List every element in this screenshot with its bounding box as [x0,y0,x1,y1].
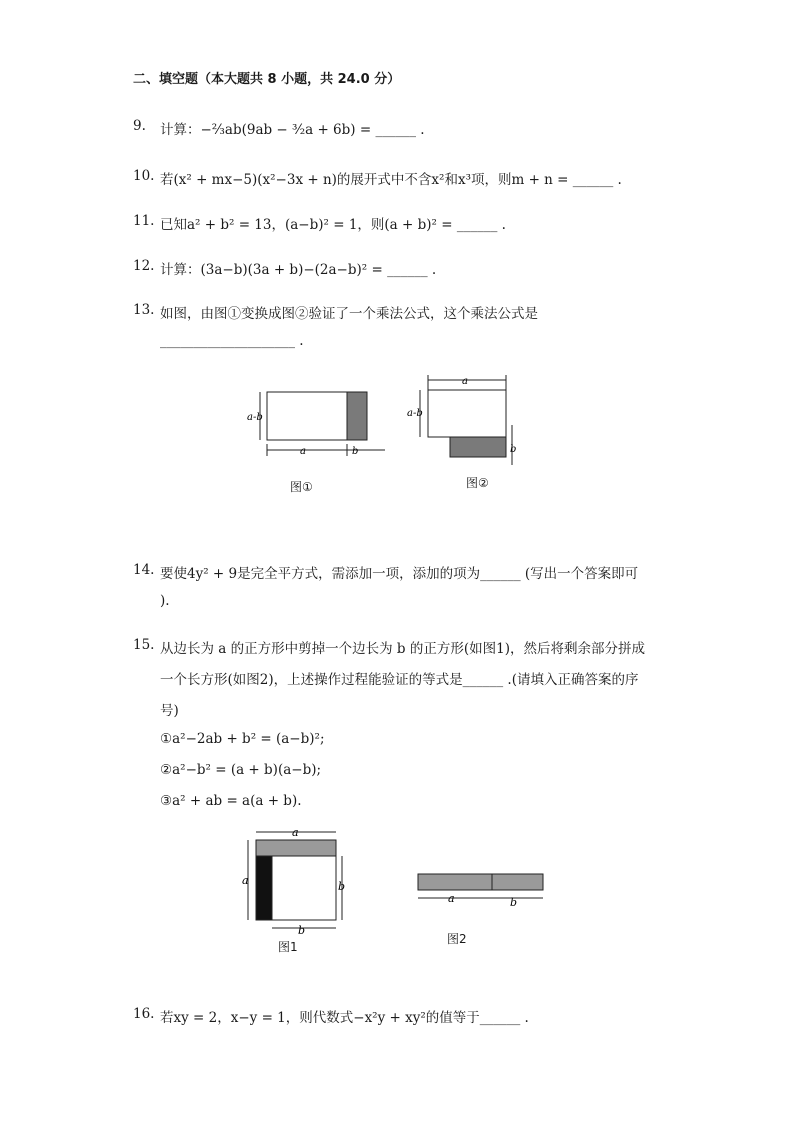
fig15-caption-2: 图2 [447,932,467,946]
question-number: 10. [133,168,155,184]
fig13-label-b: b [352,446,359,457]
question-text-line1: 如图，由图①变换成图②验证了一个乘法公式，这个乘法公式是 [160,306,538,322]
question-text: 若(x² + mx−5)(x²−3x + n)的展开式中不含x²和x³项，则m + n = ______ . [160,172,622,188]
question-text: 计算：−⅔ab(9ab − ³⁄₂a + 6b) = ______ . [160,122,425,138]
fig15-label-b-bottom: b [298,924,306,937]
fig15-1-gray-strip [256,840,336,856]
question-text: 已知a² + b² = 13，(a−b)² = 1，则(a + b)² = ______ . [160,217,506,233]
question-text-line1: 从边长为 a 的正方形中剪掉一个边长为 b 的正方形(如图1)，然后将剩余部分拼成 [160,641,645,657]
question-text-line2: 一个长方形(如图2)，上述操作过程能验证的等式是______ .(请填入正确答案的序 [160,672,639,688]
figure-13-2 [420,375,512,465]
question-text-line2: ____________________ . [160,333,304,349]
figure-13 [240,370,540,495]
question-number: 9. [133,118,146,134]
fig15-label-a-top: a [292,826,299,839]
fig13-2-label-a: a [462,376,468,387]
fig15-1-black-strip [256,856,272,920]
question-text-line1: 要使4y² + 9是完全平方式，需添加一项，添加的项为______ (写出一个答案即可 [160,566,639,582]
fig13-2-rect-shaded [450,437,506,457]
option-1: ①a²−2ab + b² = (a−b)²; [160,731,325,747]
fig15-2-right [492,874,543,890]
question-number: 16. [133,1006,155,1022]
figure-13-1 [260,392,385,456]
fig13-2-label-amb: a-b [407,408,423,419]
fig15-2-left [418,874,492,890]
section-title: 二、填空题（本大题共 8 小题，共 24.0 分） [133,72,401,87]
fig13-label-amb: a-b [247,412,263,423]
fig13-caption-1: 图① [290,480,313,494]
question-number: 12. [133,258,155,274]
question-number: 14. [133,562,155,578]
fig13-label-a: a [300,446,306,457]
fig13-2-rect-main [428,390,506,437]
question-text-line2: ). [160,593,170,609]
figure-15 [238,822,558,937]
question-number: 13. [133,302,155,318]
question-number: 11. [133,213,155,229]
fig13-1-rect-main [267,392,347,440]
fig15-caption-1: 图1 [278,940,298,954]
fig13-caption-2: 图② [466,476,489,490]
fig13-2-label-b: b [510,444,517,455]
fig13-1-rect-shaded [347,392,367,440]
question-number: 15. [133,637,155,653]
fig15-label-a-left: a [242,874,249,887]
fig15-2-label-a: a [448,892,455,905]
option-2: ②a²−b² = (a + b)(a−b); [160,762,322,778]
option-3: ③a² + ab = a(a + b). [160,793,302,809]
fig15-2-label-b: b [510,896,518,909]
question-text: 计算：(3a−b)(3a + b)−(2a−b)² = ______ . [160,262,437,278]
question-text-line3: 号) [160,703,179,719]
question-text: 若xy = 2，x−y = 1，则代数式−x²y + xy²的值等于______ . [160,1010,529,1026]
fig15-label-b-right: b [338,880,346,893]
